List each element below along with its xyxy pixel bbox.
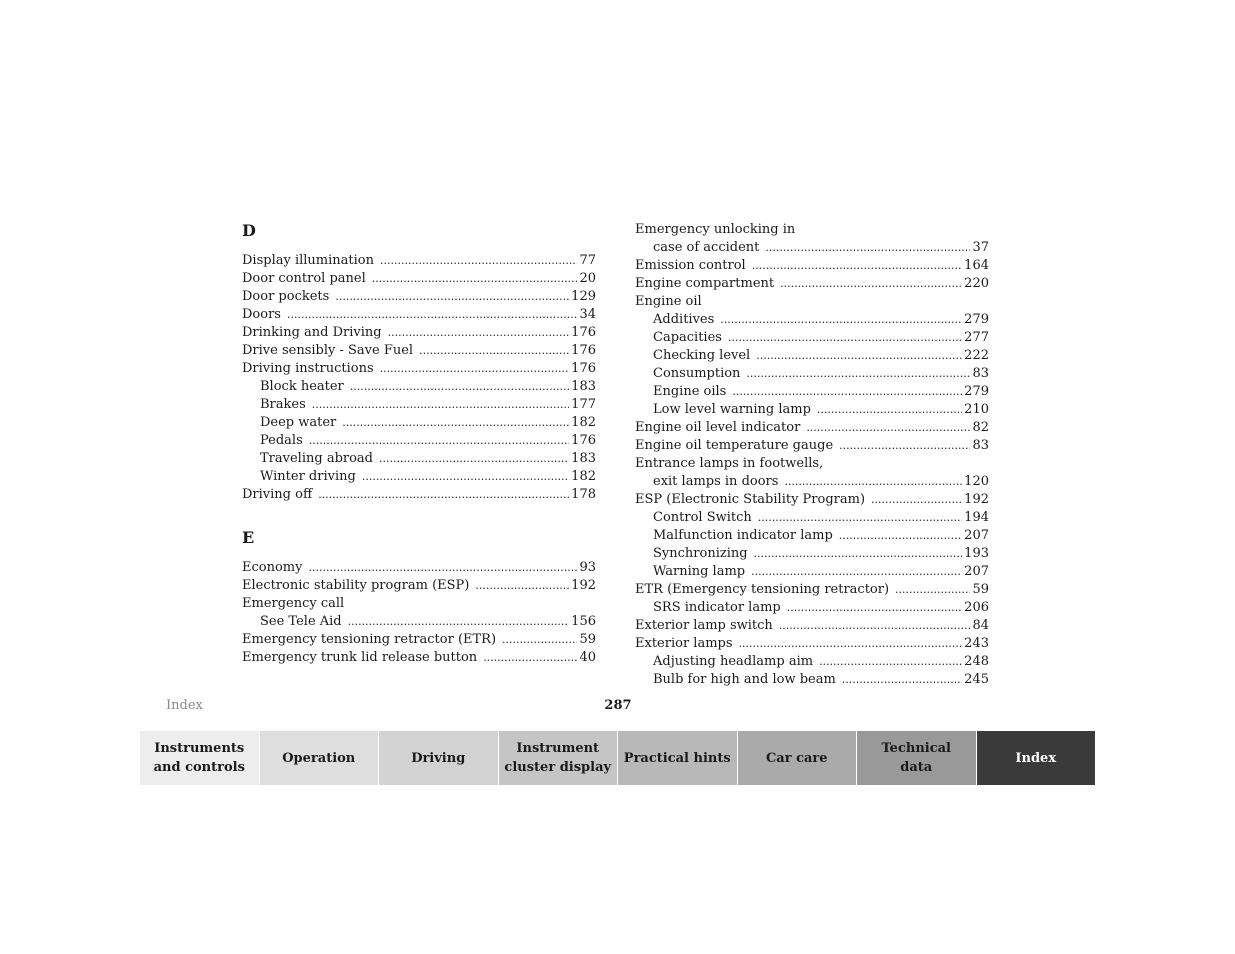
leader-dots (732, 383, 962, 401)
leader-dots (308, 559, 577, 577)
entry-label: Emergency call (242, 596, 345, 611)
entry-page: 210 (964, 402, 989, 417)
leader-dots (350, 378, 569, 396)
index-entry[interactable] (242, 486, 596, 504)
tab-instrument-cluster-display[interactable]: Instrument cluster display (499, 731, 619, 785)
leader-dots (839, 527, 962, 545)
entry-label: Warning lamp (653, 564, 746, 579)
index-subentry[interactable] (242, 378, 596, 396)
leader-dots (287, 306, 577, 324)
index-subentry[interactable] (635, 239, 989, 257)
index-entry[interactable] (242, 631, 596, 649)
entry-page: 194 (964, 510, 989, 525)
section-heading-e: E (242, 528, 255, 547)
entry-page: 82 (972, 420, 989, 435)
leader-dots (475, 577, 569, 595)
leader-dots (362, 468, 569, 486)
entry-page: 183 (571, 451, 596, 466)
entry-label: ETR (Emergency tensioning retractor) (635, 582, 890, 597)
leader-dots (780, 275, 962, 293)
entry-label: Display illumination (242, 253, 374, 268)
entry-page: 207 (964, 564, 989, 579)
entry-page: 84 (972, 618, 989, 633)
leader-dots (787, 599, 962, 617)
entry-page: 279 (964, 384, 989, 399)
entry-label: Door pockets (242, 289, 330, 304)
leader-dots (765, 239, 970, 257)
tab-index[interactable]: Index (977, 731, 1096, 785)
index-entry[interactable] (242, 252, 596, 270)
leader-dots (779, 617, 971, 635)
entry-label: Consumption (653, 366, 741, 381)
section-heading-d: D (242, 221, 256, 240)
entry-page: 277 (964, 330, 989, 345)
index-entry[interactable] (242, 306, 596, 324)
index-subentry[interactable] (635, 473, 989, 491)
index-entry[interactable] (242, 288, 596, 306)
entry-page: 192 (571, 578, 596, 593)
entry-label: Driving off (242, 487, 313, 502)
leader-dots (720, 311, 962, 329)
entry-label: case of accident (653, 240, 760, 255)
entry-label: Driving instructions (242, 361, 374, 376)
index-entry-heading (635, 455, 989, 473)
index-subentry[interactable] (242, 432, 596, 450)
entry-label: Economy (242, 560, 303, 575)
leader-dots (758, 509, 962, 527)
entry-label: Emergency trunk lid release button (242, 650, 478, 665)
leader-dots (380, 360, 570, 378)
index-subentry[interactable] (635, 401, 989, 419)
index-subentry[interactable] (242, 414, 596, 432)
index-subentry[interactable] (635, 527, 989, 545)
entry-label: See Tele Aid (260, 614, 342, 629)
tab-car-care[interactable]: Car care (738, 731, 858, 785)
index-subentry[interactable] (635, 347, 989, 365)
entry-page: 176 (571, 325, 596, 340)
leader-dots (739, 635, 963, 653)
entry-label: Door control panel (242, 271, 366, 286)
index-subentry[interactable] (635, 509, 989, 527)
entry-page: 183 (571, 379, 596, 394)
leader-dots (895, 581, 970, 599)
entry-page: 222 (964, 348, 989, 363)
entry-label: Emergency unlocking in (635, 222, 796, 237)
index-subentry[interactable] (635, 311, 989, 329)
index-subentry[interactable] (242, 450, 596, 468)
entry-page: 37 (972, 240, 989, 255)
entry-page: 178 (571, 487, 596, 502)
entry-label: Emission control (635, 258, 746, 273)
entry-label: Pedals (260, 433, 303, 448)
entry-label: Engine oil temperature gauge (635, 438, 834, 453)
entry-page: 220 (964, 276, 989, 291)
entry-page: 279 (964, 312, 989, 327)
leader-dots (746, 365, 970, 383)
leader-dots (379, 450, 569, 468)
entry-label: Entrance lamps in footwells, (635, 456, 824, 471)
leader-dots (728, 329, 962, 347)
entry-label: Block heater (260, 379, 344, 394)
entry-page: 20 (579, 271, 596, 286)
tab-driving[interactable]: Driving (379, 731, 499, 785)
entry-label: Additives (653, 312, 715, 327)
entry-page: 77 (579, 253, 596, 268)
leader-dots (754, 545, 963, 563)
entry-page: 34 (579, 307, 596, 322)
entry-page: 176 (571, 343, 596, 358)
index-column-left (242, 221, 596, 667)
leader-dots (751, 563, 962, 581)
index-entry[interactable] (242, 270, 596, 288)
entry-page: 83 (972, 438, 989, 453)
entry-page: 156 (571, 614, 596, 629)
entry-label: Adjusting headlamp aim (653, 654, 814, 669)
entry-label: Capacities (653, 330, 722, 345)
entry-label: Synchronizing (653, 546, 748, 561)
index-subentry[interactable] (635, 563, 989, 581)
entry-label: Drinking and Driving (242, 325, 382, 340)
entry-label: Exterior lamps (635, 636, 733, 651)
leader-dots (419, 342, 569, 360)
entry-page: 192 (964, 492, 989, 507)
leader-dots (817, 401, 962, 419)
index-entry[interactable] (635, 617, 989, 635)
index-entry[interactable] (635, 437, 989, 455)
index-subentry[interactable] (635, 653, 989, 671)
entry-page: 176 (571, 433, 596, 448)
index-entry[interactable] (635, 275, 989, 293)
leader-dots (348, 613, 570, 631)
leader-dots (839, 437, 970, 455)
footer-section-label: Index (166, 698, 203, 713)
entry-label: Emergency tensioning retractor (ETR) (242, 632, 497, 647)
entry-page: 193 (964, 546, 989, 561)
entry-label: Drive sensibly - Save Fuel (242, 343, 414, 358)
tab-technical-data[interactable]: Technical data (857, 731, 977, 785)
tab-practical-hints[interactable]: Practical hints (618, 731, 738, 785)
index-column-right (635, 221, 989, 689)
entry-label: Exterior lamp switch (635, 618, 773, 633)
entry-page: 207 (964, 528, 989, 543)
index-entry-heading (635, 293, 989, 311)
entry-label: Engine oils (653, 384, 727, 399)
tab-operation[interactable]: Operation (260, 731, 380, 785)
entry-label: ESP (Electronic Stability Program) (635, 492, 866, 507)
entry-page: 93 (579, 560, 596, 575)
leader-dots (756, 347, 962, 365)
index-entry[interactable] (635, 491, 989, 509)
entry-label: Low level warning lamp (653, 402, 811, 417)
leader-dots (372, 270, 578, 288)
entry-page: 176 (571, 361, 596, 376)
leader-dots (380, 252, 577, 270)
entry-page: 182 (571, 469, 596, 484)
entry-page: 129 (571, 289, 596, 304)
index-entry-heading (242, 595, 596, 613)
index-entry[interactable] (635, 581, 989, 599)
leader-dots (388, 324, 570, 342)
leader-dots (312, 396, 569, 414)
index-entry[interactable] (635, 257, 989, 275)
index-subentry[interactable] (635, 329, 989, 347)
index-entry[interactable] (635, 635, 989, 653)
entry-label: SRS indicator lamp (653, 600, 781, 615)
index-subentry[interactable] (242, 396, 596, 414)
leader-dots (806, 419, 970, 437)
index-subentry[interactable] (635, 383, 989, 401)
leader-dots (318, 486, 569, 504)
entry-label: Control Switch (653, 510, 752, 525)
entry-label: Engine compartment (635, 276, 775, 291)
index-entry[interactable] (242, 360, 596, 378)
entry-page: 177 (571, 397, 596, 412)
entry-page: 40 (579, 650, 596, 665)
entry-label: Malfunction indicator lamp (653, 528, 833, 543)
page-number: 287 (604, 698, 632, 713)
entry-page: 248 (964, 654, 989, 669)
leader-dots (752, 257, 962, 275)
index-entry[interactable] (242, 559, 596, 577)
leader-dots (784, 473, 962, 491)
entry-label: exit lamps in doors (653, 474, 779, 489)
entry-page: 206 (964, 600, 989, 615)
entry-label: Electronic stability program (ESP) (242, 578, 470, 593)
entry-page: 59 (579, 632, 596, 647)
index-entry[interactable] (635, 419, 989, 437)
index-entry[interactable] (242, 577, 596, 595)
index-entry-heading (635, 221, 989, 239)
entry-label: Brakes (260, 397, 306, 412)
entry-page: 182 (571, 415, 596, 430)
entry-label: Engine oil (635, 294, 702, 309)
chapter-tab-bar (140, 731, 1095, 785)
index-subentry[interactable] (635, 599, 989, 617)
entry-page: 243 (964, 636, 989, 651)
index-entry[interactable] (242, 324, 596, 342)
entry-label: Checking level (653, 348, 751, 363)
entry-page: 120 (964, 474, 989, 489)
leader-dots (842, 671, 962, 689)
entry-label: Engine oil level indicator (635, 420, 801, 435)
tab-instruments-and-controls[interactable]: Instruments and controls (140, 731, 260, 785)
index-subentry[interactable] (242, 613, 596, 631)
index-subentry[interactable] (242, 468, 596, 486)
entry-label: Doors (242, 307, 281, 322)
leader-dots (335, 288, 569, 306)
leader-dots (342, 414, 569, 432)
index-subentry[interactable] (635, 671, 989, 689)
entry-label: Traveling abroad (260, 451, 374, 466)
entry-page: 164 (964, 258, 989, 273)
index-entry[interactable] (242, 649, 596, 667)
entry-page: 245 (964, 672, 989, 687)
leader-dots (309, 432, 569, 450)
index-subentry[interactable] (635, 545, 989, 563)
leader-dots (483, 649, 577, 667)
index-entry[interactable] (242, 342, 596, 360)
index-subentry[interactable] (635, 365, 989, 383)
entry-page: 83 (972, 366, 989, 381)
leader-dots (502, 631, 577, 649)
entry-label: Winter driving (260, 469, 356, 484)
leader-dots (819, 653, 962, 671)
entry-page: 59 (972, 582, 989, 597)
entry-label: Deep water (260, 415, 337, 430)
leader-dots (871, 491, 962, 509)
entry-label: Bulb for high and low beam (653, 672, 836, 687)
